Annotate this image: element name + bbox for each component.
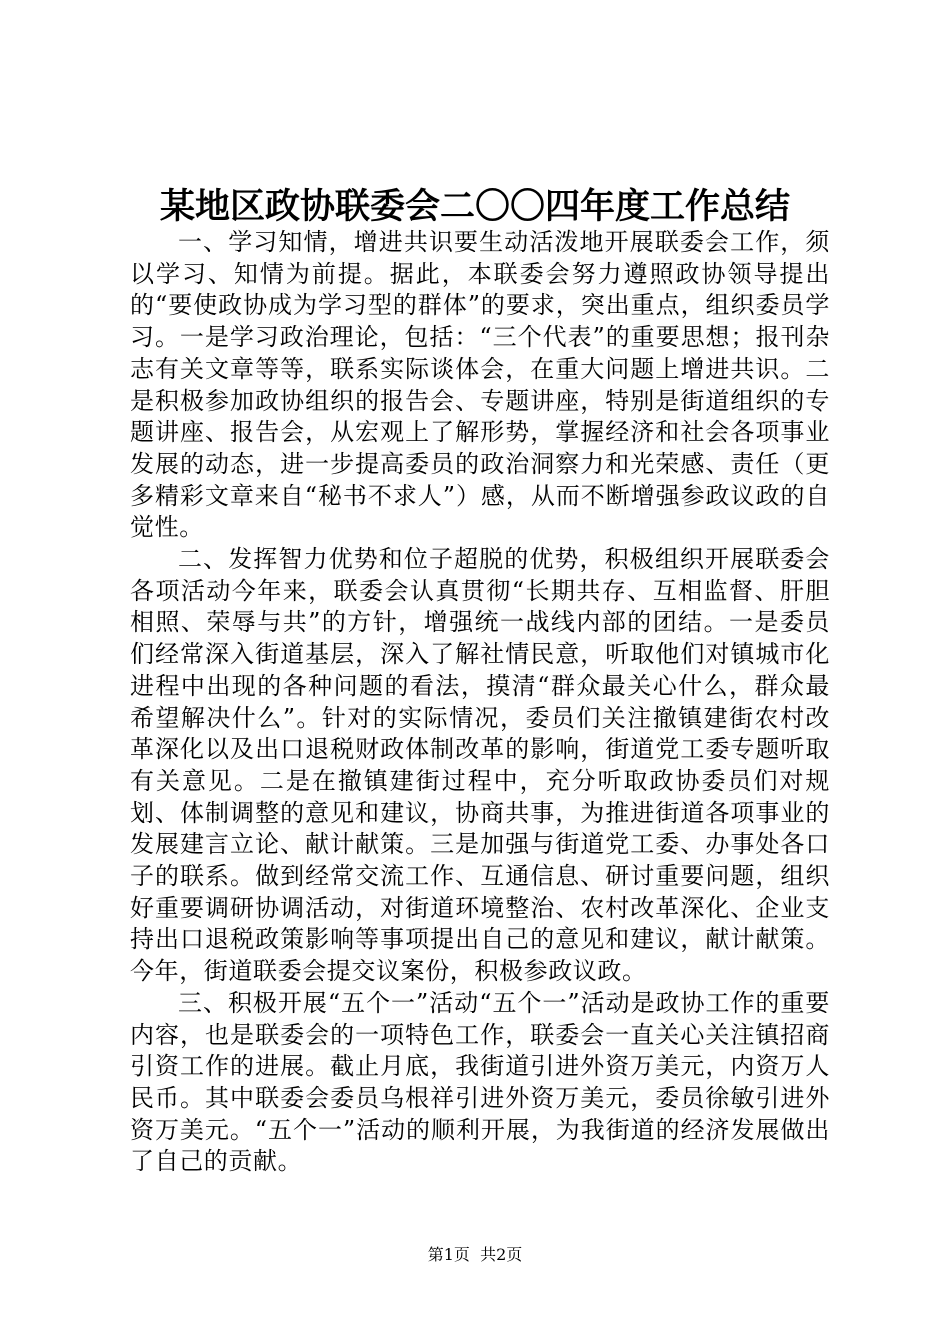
paragraph-1: 一、学习知情，增进共识要生动活泼地开展联委会工作，须以学习、知情为前提。据此，本联委会努力遵照政协领导提出的“要使政协成为学习型的群体”的要求，突出重点，组织委员学习。一是学习政治理论，包括：“三个代表”的重要思想；报刊杂志有关文章等等，联系实际谈体会，在重大问题上增进共识。二是积极参加政协组织的报告会、专题讲座，特别是街道组织的专题讲座、报告会，从宏观上了解形势，掌握经济和社会各项事业发展的动态，进一步提高委员的政治洞察力和光荣感、责任（更多精彩文章来自“秘书不求人”）感，从而不断增强参政议政的自觉性。 (130, 228, 830, 542)
document-body (130, 227, 830, 1178)
page-footer (0, 1244, 950, 1266)
paragraph-2: 二、发挥智力优势和位子超脱的优势，积极组织开展联委会各项活动今年来，联委会认真贯彻“长期共存、互相监督、肝胆相照、荣辱与共”的方针，增强统一战线内部的团结。一是委员们经常深入街道基层，深入了解社情民意，听取他们对镇城市化进程中出现的各种问题的看法，摸清“群众最关心什么，群众最希望解决什么”。针对的实际情况，委员们关注撤镇建街农村改革深化以及出口退税财政体制改革的影响，街道党工委专题听取有关意见。二是在撤镇建街过程中，充分听取政协委员们对规划、体制调整的意见和建议，协商共事，为推进街道各项事业的发展建言立论、献计献策。三是加强与街道党工委、办事处各口子的联系。做到经常交流工作、互通信息、研讨重要问题，组织好重要调研协调活动，对街道环境整治、农村改革深化、企业支持出口退税政策影响等事项提出自己的意见和建议，献计献策。今年，街道联委会提交议案份，积极参政议政。 (130, 545, 830, 986)
page-number-label: 第1页 共2页 (427, 1245, 523, 1264)
paragraph-3: 三、积极开展“五个一”活动“五个一”活动是政协工作的重要内容，也是联委会的一项特色工作，联委会一直关心关注镇招商引资工作的进展。截止月底，我街道引进外资万美元，内资万人民币。其中联委会委员乌根祥引进外资万美元，委员徐敏引进外资万美元。“五个一”活动的顺利开展，为我街道的经济发展做出了自己的贡献。 (130, 988, 830, 1176)
document-title: 某地区政协联委会二〇〇四年度工作总结 (159, 186, 790, 227)
